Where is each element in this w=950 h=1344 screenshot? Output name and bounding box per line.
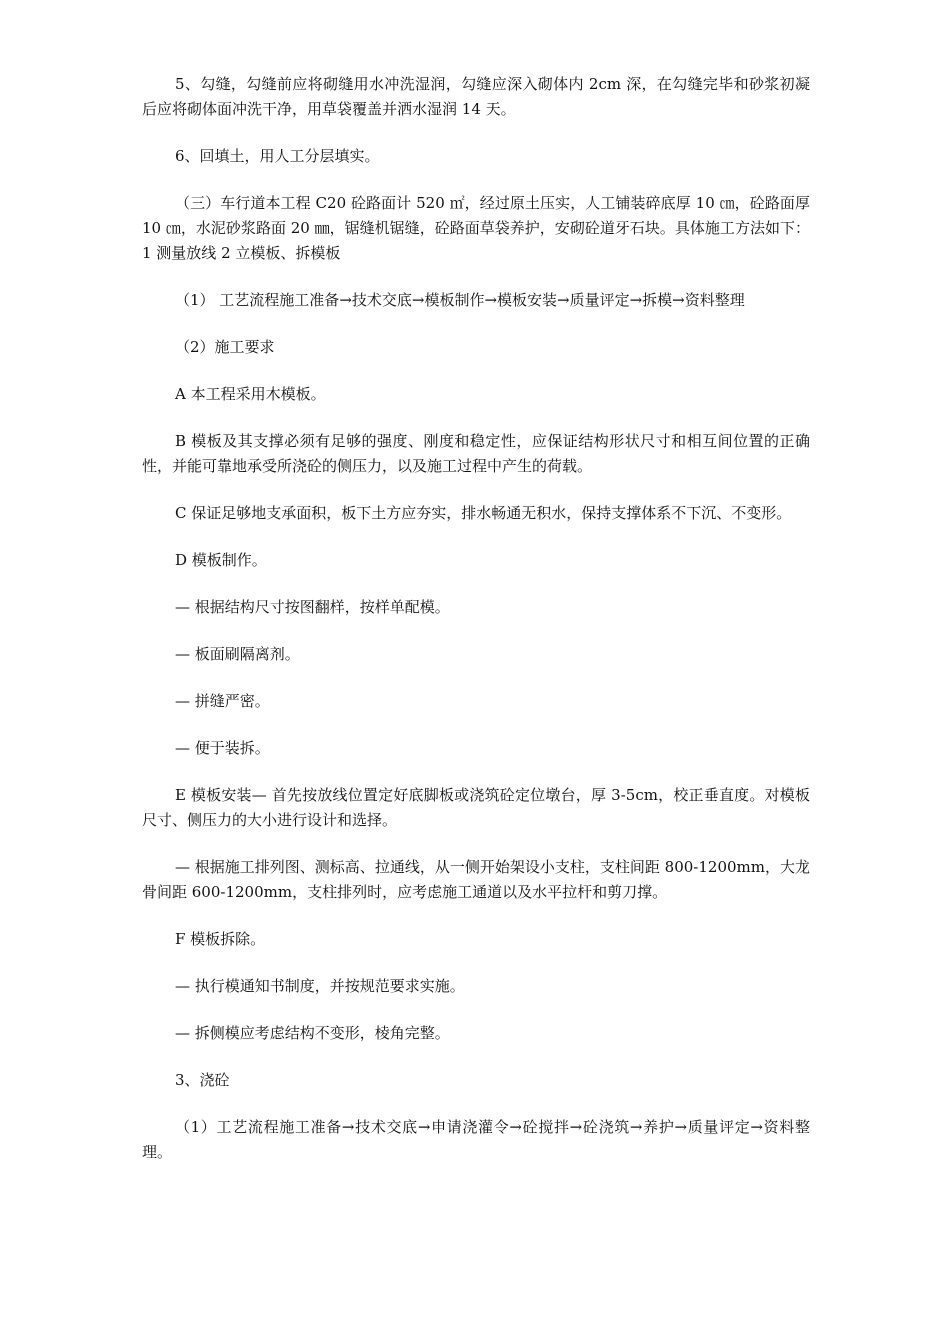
paragraph-item-d: D 模板制作。 bbox=[175, 551, 267, 569]
paragraph-item-e: E 模板安装— 首先按放线位置定好底脚板或浇筑砼定位墩台，厚 3-5cm，校正垂直度。对模板尺寸、侧压力的大小进行设计和选择。 bbox=[142, 786, 810, 829]
paragraph-pointing: 5、勾缝，勾缝前应将砌缝用水冲洗湿润，勾缝应深入砌体内 2cm 深，在勾缝完毕和砂浆初凝后应将砌体面冲洗干净，用草袋覆盖并洒水湿润 14 天。 bbox=[142, 75, 810, 118]
list-item: — 拆侧模应考虑结构不变形，棱角完整。 bbox=[175, 1024, 450, 1042]
paragraph-roadway-section: （三）车行道本工程 C20 砼路面计 520 ㎡，经过原土压实，人工铺装碎底厚 10 ㎝，砼路面厚 10 ㎝，水泥砂浆路面 20 ㎜，锯缝机锯缝，砼路面草袋养护，安砌砼道牙石块。具体施工方法如下：1 测量放线 2 立模板、拆模板 bbox=[142, 194, 810, 262]
paragraph-item-f: F 模板拆除。 bbox=[175, 930, 266, 948]
list-item: — 便于装拆。 bbox=[175, 739, 270, 757]
list-item: — 根据结构尺寸按图翻样，按样单配模。 bbox=[175, 598, 450, 616]
paragraph-pouring-process: （1）工艺流程施工准备→技术交底→申请浇灌令→砼搅拌→砼浇筑→养护→质量评定→资料整理。 bbox=[142, 1118, 810, 1161]
paragraph-construction-requirements: （2）施工要求 bbox=[175, 338, 275, 356]
paragraph-item-c: C 保证足够地支承面积，板下土方应夯实，排水畅通无积水，保持支撑体系不下沉、不变形。 bbox=[175, 504, 792, 522]
paragraph-item-b: B 模板及其支撑必须有足够的强度、刚度和稳定性，应保证结构形状尺寸和相互间位置的正确性，并能可靠地承受所浇砼的侧压力，以及施工过程中产生的荷载。 bbox=[142, 432, 810, 475]
document-body bbox=[142, 72, 810, 1187]
list-item: — 板面刷隔离剂。 bbox=[175, 645, 300, 663]
paragraph-pouring-heading: 3、浇砼 bbox=[175, 1071, 230, 1089]
paragraph-item-a: A 本工程采用木模板。 bbox=[175, 385, 326, 403]
list-item: — 执行模通知书制度，并按规范要求实施。 bbox=[175, 977, 465, 995]
paragraph-formwork-process: （1） 工艺流程施工准备→技术交底→模板制作→模板安装→质量评定→拆模→资料整理 bbox=[175, 291, 745, 309]
paragraph-backfill: 6、回填土，用人工分层填实。 bbox=[175, 147, 380, 165]
list-item: — 根据施工排列图、测标高、拉通线，从一侧开始架设小支柱，支柱间距 800-1200mm，大龙骨间距 600-1200mm，支柱排列时，应考虑施工通道以及水平拉杆和剪刀撑。 bbox=[142, 858, 810, 901]
list-item: — 拼缝严密。 bbox=[175, 692, 270, 710]
